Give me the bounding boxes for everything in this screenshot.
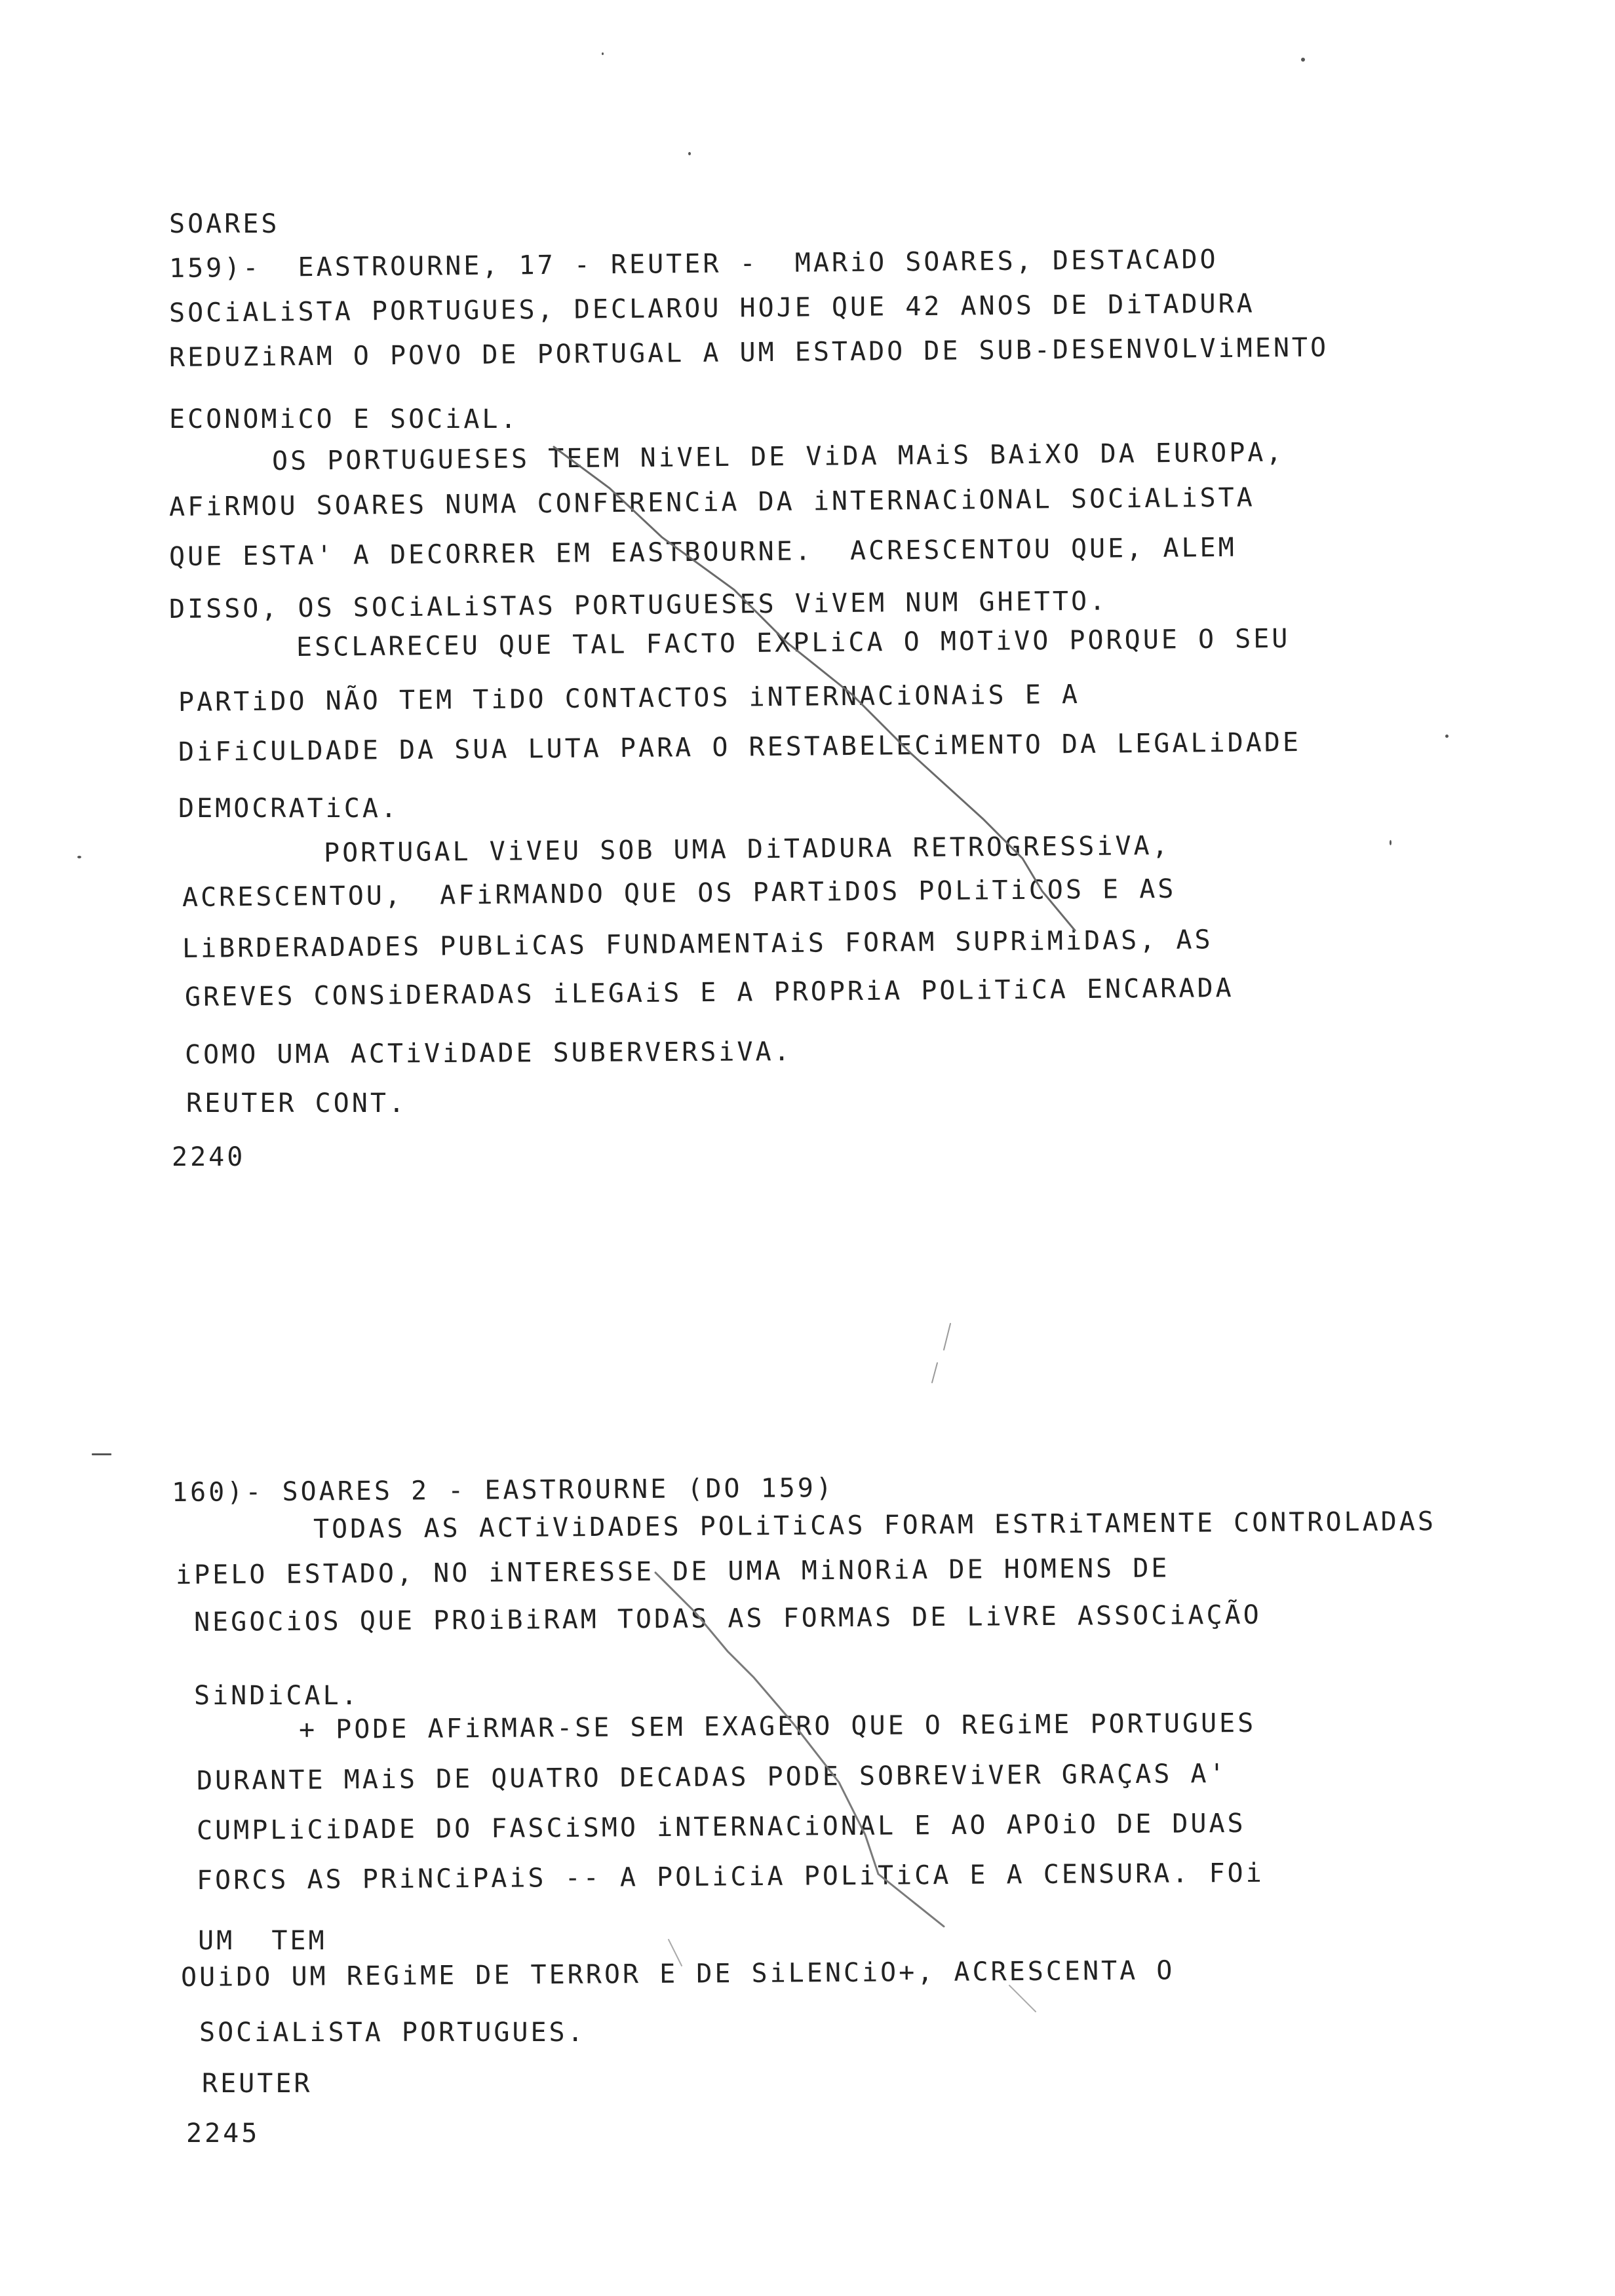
message-160-signoff: REUTER — [202, 2069, 313, 2099]
pencil-stroke-minor — [932, 1324, 950, 1383]
message-160-dateline: 160)- SOARES 2 - EASTROURNE (DO 159) — [171, 1472, 835, 1508]
scan-speck — [1445, 735, 1449, 738]
message-159-line: AFiRMOU SOARES NUMA CONFERENCiA DA iNTERNACiONAL SOCiALiSTA — [168, 482, 1255, 522]
message-159-signoff: REUTER CONT. — [186, 1088, 407, 1119]
message-160-line: TODAS AS ACTiViDADES POLiTiCAS FORAM ESTRiTAMENTE CONTROLADAS — [313, 1506, 1437, 1544]
message-160-line: CUMPLiCiDADE DO FASCiSMO iNTERNACiONAL E AO APOiO DE DUAS — [196, 1808, 1246, 1846]
message-159-line: ECONOMiCO E SOCiAL. — [169, 404, 519, 434]
message-160-line: OUiDO UM REGiME DE TERROR E DE SiLENCiO+, ACRESCENTA O — [180, 1955, 1175, 1993]
message-160-line: iPELO ESTADO, NO iNTERESSE DE UMA MiNORiA DE HOMENS DE — [175, 1553, 1170, 1590]
message-160-line: SiNDiCAL. — [194, 1681, 360, 1711]
scan-speck — [1390, 840, 1391, 845]
scan-speck — [602, 52, 604, 55]
message-159-line: REDUZiRAM O POVO DE PORTUGAL A UM ESTADO DE SUB-DESENVOLViMENTO — [168, 332, 1329, 373]
scan-speck — [77, 856, 81, 858]
message-160-line: FORCS AS PRiNCiPAiS -- A POLiCiA POLiTiCA E A CENSURA. FOi — [196, 1858, 1264, 1896]
scan-speck — [92, 1453, 111, 1455]
message-159-slug: SOARES — [169, 209, 280, 239]
message-160-number: 2245 — [186, 2118, 260, 2149]
message-159-line: DiFiCULDADE DA SUA LUTA PARA O RESTABELECiMENTO DA LEGALiDADE — [178, 727, 1302, 767]
message-159-line: ESCLARECEU QUE TAL FACTO EXPLiCA O MOTiVO PORQUE O SEU — [296, 623, 1291, 662]
message-159-line: QUE ESTA' A DECORRER EM EASTBOURNE. ACRESCENTOU QUE, ALEM — [168, 532, 1237, 572]
message-159-line: DEMOCRATiCA. — [178, 794, 399, 824]
message-159-dateline: 159)- EASTROURNE, 17 - REUTER - MARiO SOARES, DESTACADO — [168, 244, 1218, 284]
message-160-line: SOCiALiSTA PORTUGUES. — [199, 2018, 586, 2048]
message-160-line: + PODE AFiRMAR-SE SEM EXAGERO QUE O REGiME PORTUGUES — [298, 1708, 1256, 1745]
message-159-line: OS PORTUGUESES TEEM NiVEL DE ViDA MAiS BAiXO DA EUROPA, — [271, 437, 1285, 476]
message-159-line: GREVES CONSiDERADAS iLEGAiS E A PROPRiA POLiTiCA ENCARADA — [184, 973, 1234, 1012]
message-160-line: DURANTE MAiS DE QUATRO DECADAS PODE SOBREViVER GRAÇAS A' — [196, 1759, 1228, 1796]
message-159-line: PARTiDO NÃO TEM TiDO CONTACTOS iNTERNACiONAiS E A — [178, 679, 1081, 718]
message-159-line: DISSO, OS SOCiALiSTAS PORTUGUESES ViVEM NUM GHETTO. — [168, 586, 1108, 624]
message-159-line: SOCiALiSTA PORTUGUES, DECLAROU HOJE QUE 42 ANOS DE DiTADURA — [168, 288, 1255, 328]
message-159-number: 2240 — [172, 1142, 246, 1172]
message-159-line: PORTUGAL ViVEU SOB UMA DiTADURA RETROGRESSiVA, — [323, 830, 1171, 868]
message-159-line: ACRESCENTOU, AFiRMANDO QUE OS PARTiDOS POLiTiCOS E AS — [182, 873, 1177, 913]
message-159-line: LiBRDERADADES PUBLiCAS FUNDAMENTAiS FORAM SUPRiMiDAS, AS — [182, 925, 1213, 964]
scan-speck — [688, 152, 691, 155]
message-159-line: COMO UMA ACTiViDADE SUBERVERSiVA. — [184, 1037, 792, 1070]
scan-speck — [1301, 58, 1305, 62]
message-160-line: NEGOCiOS QUE PROiBiRAM TODAS AS FORMAS DE LiVRE ASSOCiAÇÃO — [193, 1599, 1262, 1637]
message-160-line: UM TEM — [198, 1926, 327, 1956]
